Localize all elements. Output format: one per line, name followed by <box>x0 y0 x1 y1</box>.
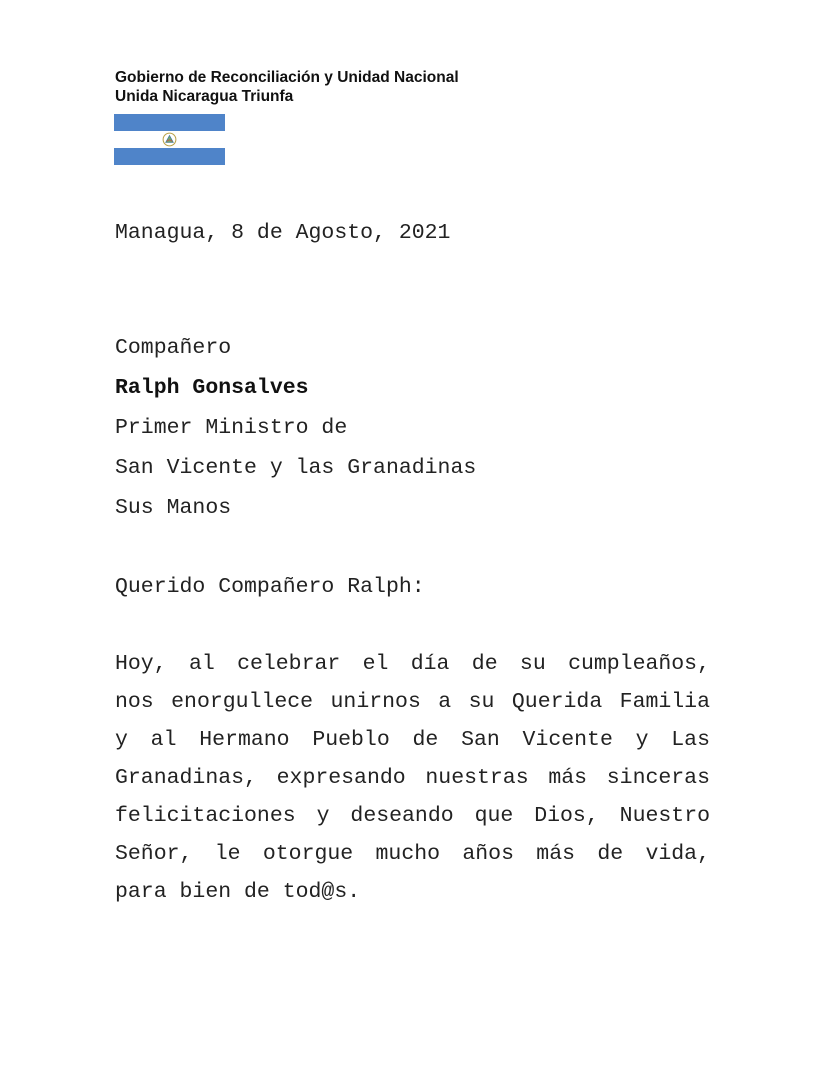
recipient-name: Ralph Gonsalves <box>115 376 309 400</box>
body-line: Hoy, al celebrar el día de su cumpleaños, <box>115 652 710 676</box>
flag-top-stripe <box>114 114 225 131</box>
nicaragua-flag-icon <box>114 114 225 165</box>
date-line: Managua, 8 de Agosto, 2021 <box>115 221 451 245</box>
letterhead-government-name: Gobierno de Reconciliación y Unidad Nacional <box>115 69 459 86</box>
body-line: y al Hermano Pueblo de San Vicente y Las <box>115 728 710 752</box>
body-line: nos enorgullece unirnos a su Querida Familia <box>115 690 710 714</box>
body-line: felicitaciones y deseando que Dios, Nuestro <box>115 804 710 828</box>
coat-of-arms-icon <box>162 132 177 147</box>
letterhead-slogan: Unida Nicaragua Triunfa <box>115 88 294 105</box>
body-line: Señor, le otorgue mucho años más de vida, <box>115 842 710 866</box>
recipient-position: Primer Ministro de <box>115 416 348 440</box>
letterhead <box>115 68 459 106</box>
flag-bottom-stripe <box>114 148 225 165</box>
letter-body <box>115 645 710 911</box>
recipient-title: Compañero <box>115 336 232 360</box>
flag-middle-stripe <box>114 131 225 148</box>
recipient-delivery: Sus Manos <box>115 496 232 520</box>
body-line: Granadinas, expresando nuestras más sinceras <box>115 766 710 790</box>
greeting: Querido Compañero Ralph: <box>115 575 425 599</box>
body-line: para bien de tod@s. <box>115 880 361 904</box>
recipient-country: San Vicente y las Granadinas <box>115 456 477 480</box>
